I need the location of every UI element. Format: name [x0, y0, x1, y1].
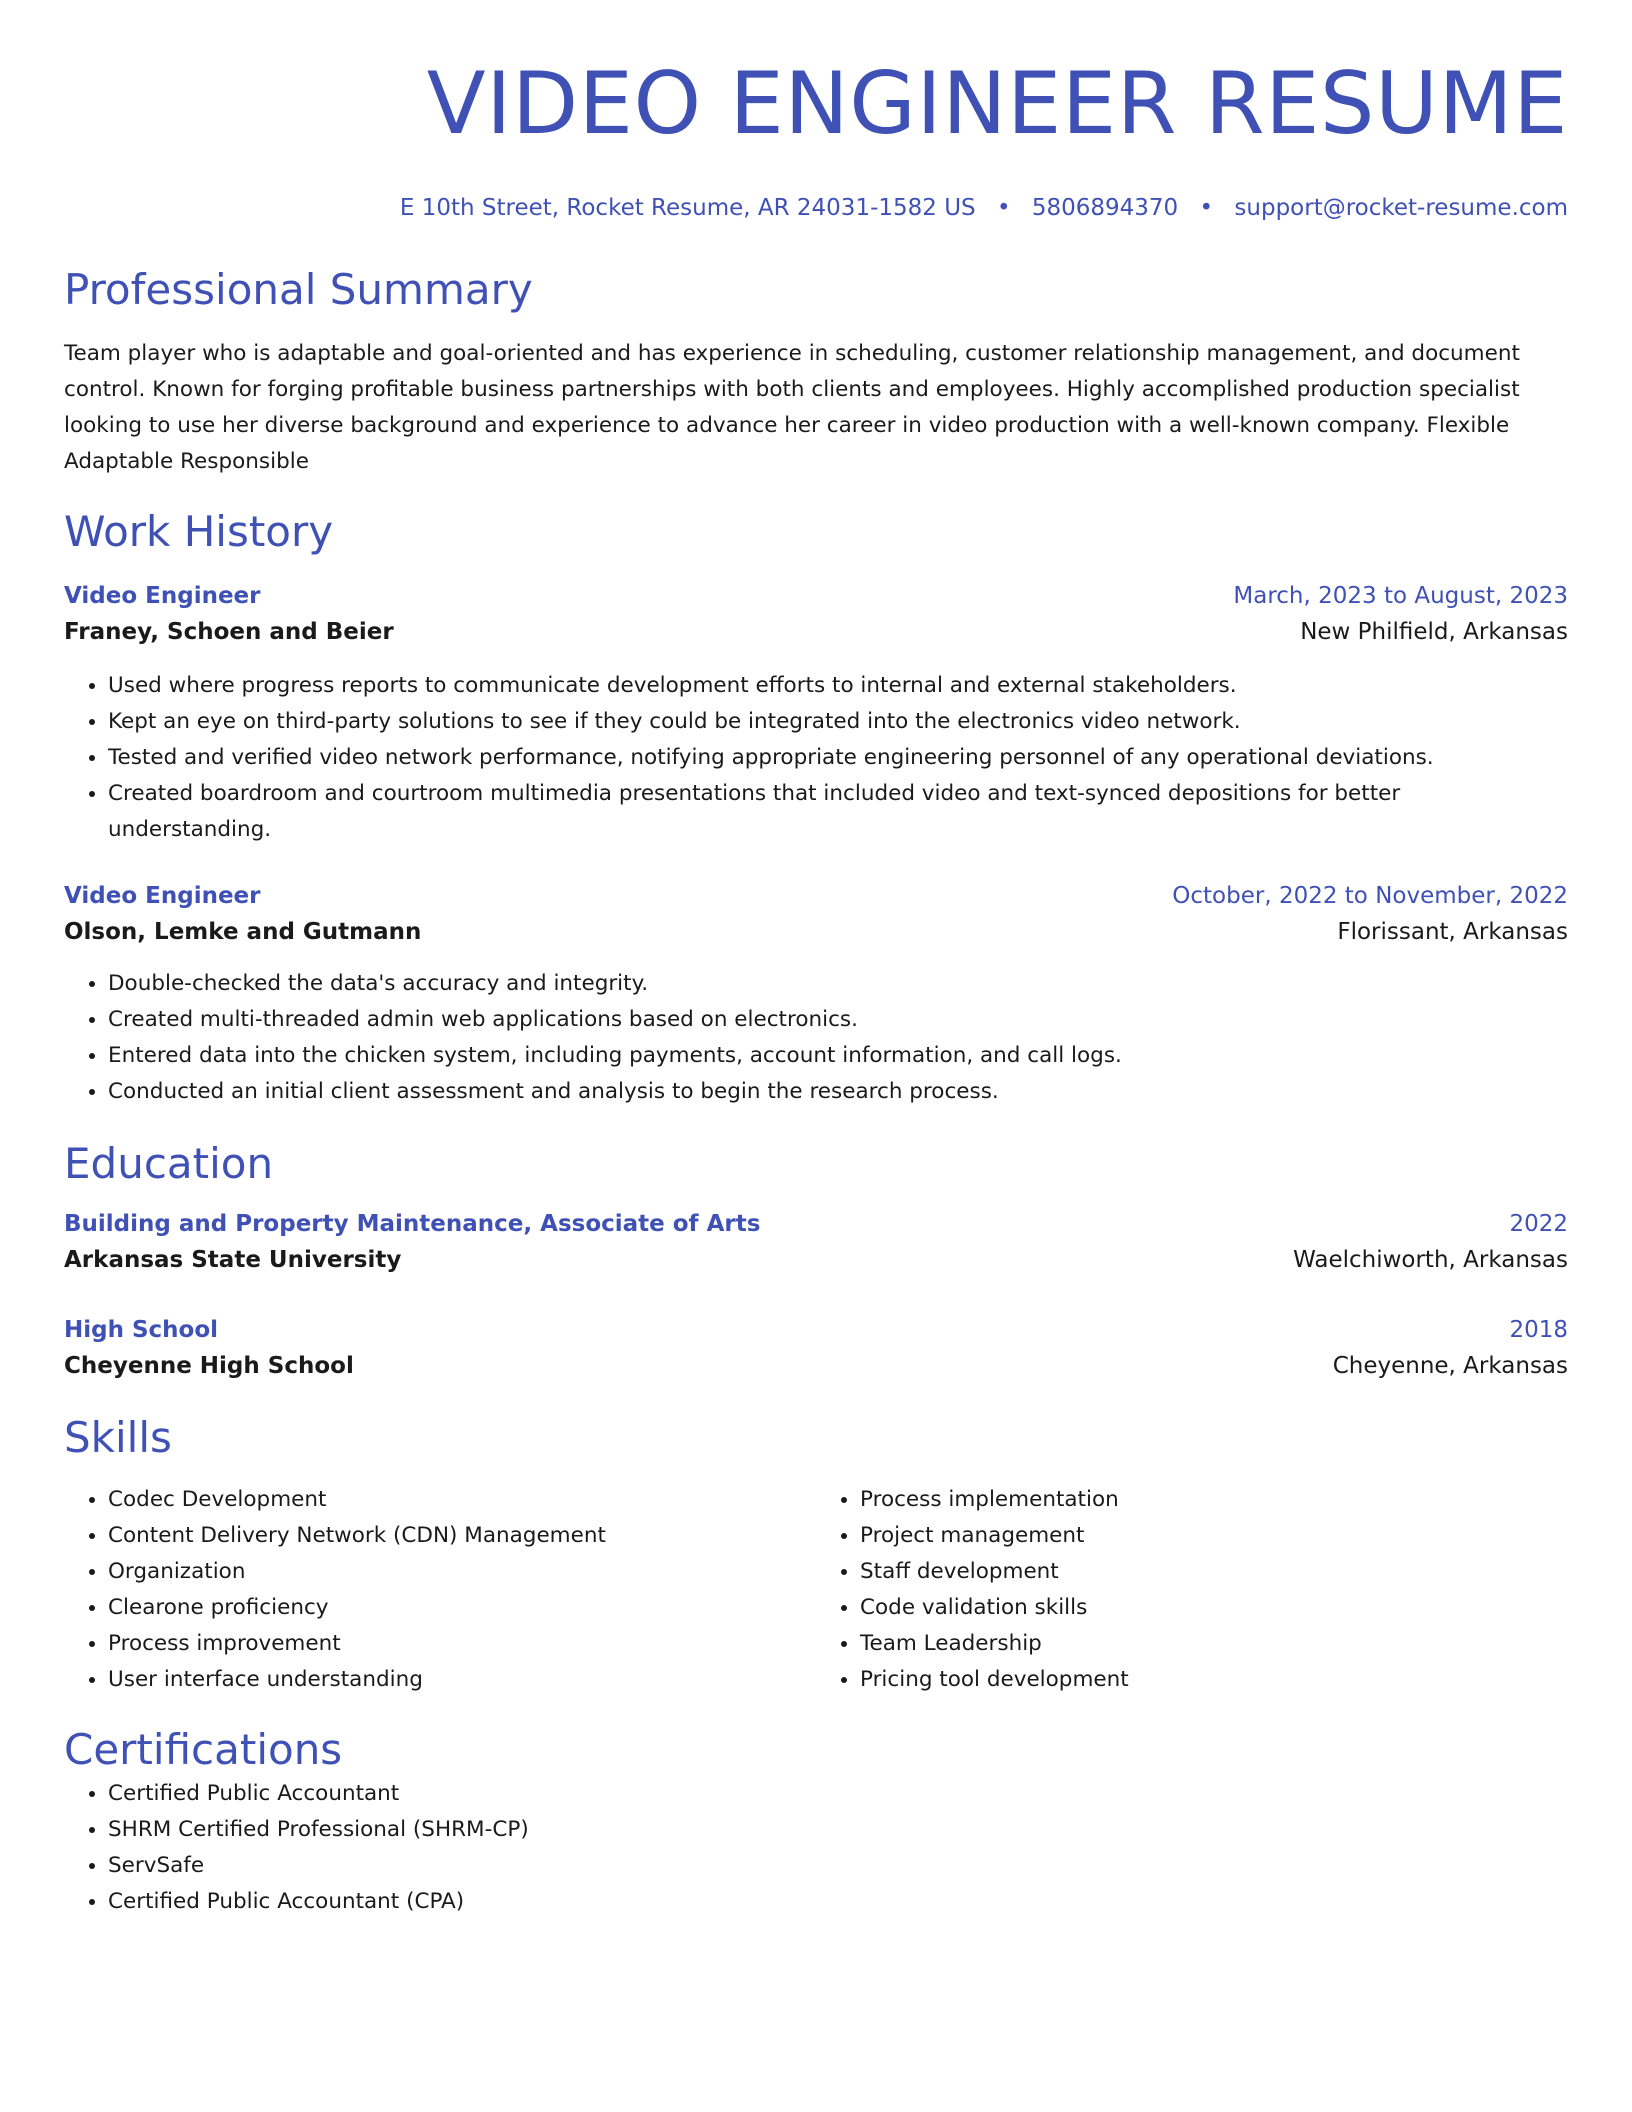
education-degree-row	[64, 1206, 1568, 1242]
education-school: Cheyenne High School	[64, 1353, 354, 1379]
job-bullet: • Entered data into the chicken system, including payments, account information, and call logs.	[108, 1038, 1568, 1074]
job-header-row	[64, 878, 1568, 914]
job-entry	[64, 878, 1568, 1110]
skills-list-right	[816, 1482, 1568, 1698]
education-year: 2018	[1509, 1317, 1568, 1343]
contact-line	[64, 192, 1568, 224]
skills-heading: Skills	[64, 1413, 172, 1462]
job-bullet: • Created boardroom and courtroom multimedia presentations that included video and text-synced depositions for better understanding.	[108, 776, 1568, 848]
education-degree: High School	[64, 1317, 219, 1343]
job-bullet: • Used where progress reports to communicate development efforts to internal and external stakeholders.	[108, 668, 1568, 704]
job-bullets	[64, 668, 1568, 848]
education-location: Waelchiworth, Arkansas	[1293, 1247, 1568, 1273]
education-school-row	[64, 1242, 1568, 1278]
skill-item: • Pricing tool development	[860, 1662, 1568, 1698]
job-company: Olson, Lemke and Gutmann	[64, 919, 422, 945]
job-company-row	[64, 914, 1568, 950]
job-location: New Philfield, Arkansas	[1300, 619, 1568, 645]
certification-item: • SHRM Certified Professional (SHRM-CP)	[108, 1812, 1568, 1848]
skill-item: • Organization	[108, 1554, 816, 1590]
education-school-row	[64, 1348, 1568, 1384]
summary-text: Team player who is adaptable and goal-oriented and has experience in scheduling, customer relationship management, and document control. Known for forging profitable business partnerships with both clients and employees. Highly accomplished production specialist looking to use her diverse background and experience to advance her career in video production with a well-known company. Flexible Adaptable Responsible	[64, 341, 1520, 474]
job-dates: October, 2022 to November, 2022	[1172, 883, 1568, 909]
skill-item: • Process improvement	[108, 1626, 816, 1662]
education-year: 2022	[1509, 1211, 1568, 1237]
job-bullet: • Created multi-threaded admin web applications based on electronics.	[108, 1002, 1568, 1038]
job-entry	[64, 578, 1568, 848]
education-entry	[64, 1312, 1568, 1384]
job-bullet: • Tested and verified video network performance, notifying appropriate engineering personnel of any operational deviations.	[108, 740, 1568, 776]
skill-item: • Staff development	[860, 1554, 1568, 1590]
job-title: Video Engineer	[64, 583, 261, 609]
skills-list-left	[64, 1482, 816, 1698]
education-degree-row	[64, 1312, 1568, 1348]
certification-item: • Certified Public Accountant	[108, 1776, 1568, 1812]
education-school: Arkansas State University	[64, 1247, 402, 1273]
certification-item: • Certified Public Accountant (CPA)	[108, 1884, 1568, 1920]
skill-item: • Code validation skills	[860, 1590, 1568, 1626]
job-bullet: • Double-checked the data's accuracy and integrity.	[108, 966, 1568, 1002]
certifications-heading: Certifications	[64, 1725, 343, 1774]
skills-columns	[64, 1482, 1568, 1698]
contact-separator: •	[1199, 195, 1214, 221]
education-heading: Education	[64, 1139, 274, 1188]
job-location: Florissant, Arkansas	[1337, 919, 1568, 945]
skill-item: • Clearone proficiency	[108, 1590, 816, 1626]
job-company: Franey, Schoen and Beier	[64, 619, 394, 645]
job-company-row	[64, 614, 1568, 650]
job-bullet: • Kept an eye on third-party solutions to see if they could be integrated into the electronics video network.	[108, 704, 1568, 740]
contact-separator: •	[996, 195, 1011, 221]
education-entry	[64, 1206, 1568, 1278]
work-history-heading: Work History	[64, 507, 334, 556]
job-title: Video Engineer	[64, 883, 261, 909]
skill-item: • Team Leadership	[860, 1626, 1568, 1662]
education-degree: Building and Property Maintenance, Associate of Arts	[64, 1211, 761, 1237]
education-location: Cheyenne, Arkansas	[1332, 1353, 1568, 1379]
job-bullets	[64, 966, 1568, 1110]
skill-item: • User interface understanding	[108, 1662, 816, 1698]
skill-item: • Process implementation	[860, 1482, 1568, 1518]
contact-email[interactable]: support@rocket-resume.com	[1234, 195, 1568, 221]
job-dates: March, 2023 to August, 2023	[1233, 583, 1568, 609]
job-header-row	[64, 578, 1568, 614]
certifications-list	[64, 1776, 1568, 1920]
summary-heading: Professional Summary	[64, 265, 533, 314]
contact-phone: 5806894370	[1031, 195, 1179, 221]
skill-item: • Project management	[860, 1518, 1568, 1554]
job-bullet: • Conducted an initial client assessment and analysis to begin the research process.	[108, 1074, 1568, 1110]
contact-address: E 10th Street, Rocket Resume, AR 24031-1582 US	[399, 195, 976, 221]
skill-item: • Codec Development	[108, 1482, 816, 1518]
certification-item: • ServSafe	[108, 1848, 1568, 1884]
resume-title: VIDEO ENGINEER RESUME	[426, 54, 1568, 154]
skill-item: • Content Delivery Network (CDN) Management	[108, 1518, 816, 1554]
